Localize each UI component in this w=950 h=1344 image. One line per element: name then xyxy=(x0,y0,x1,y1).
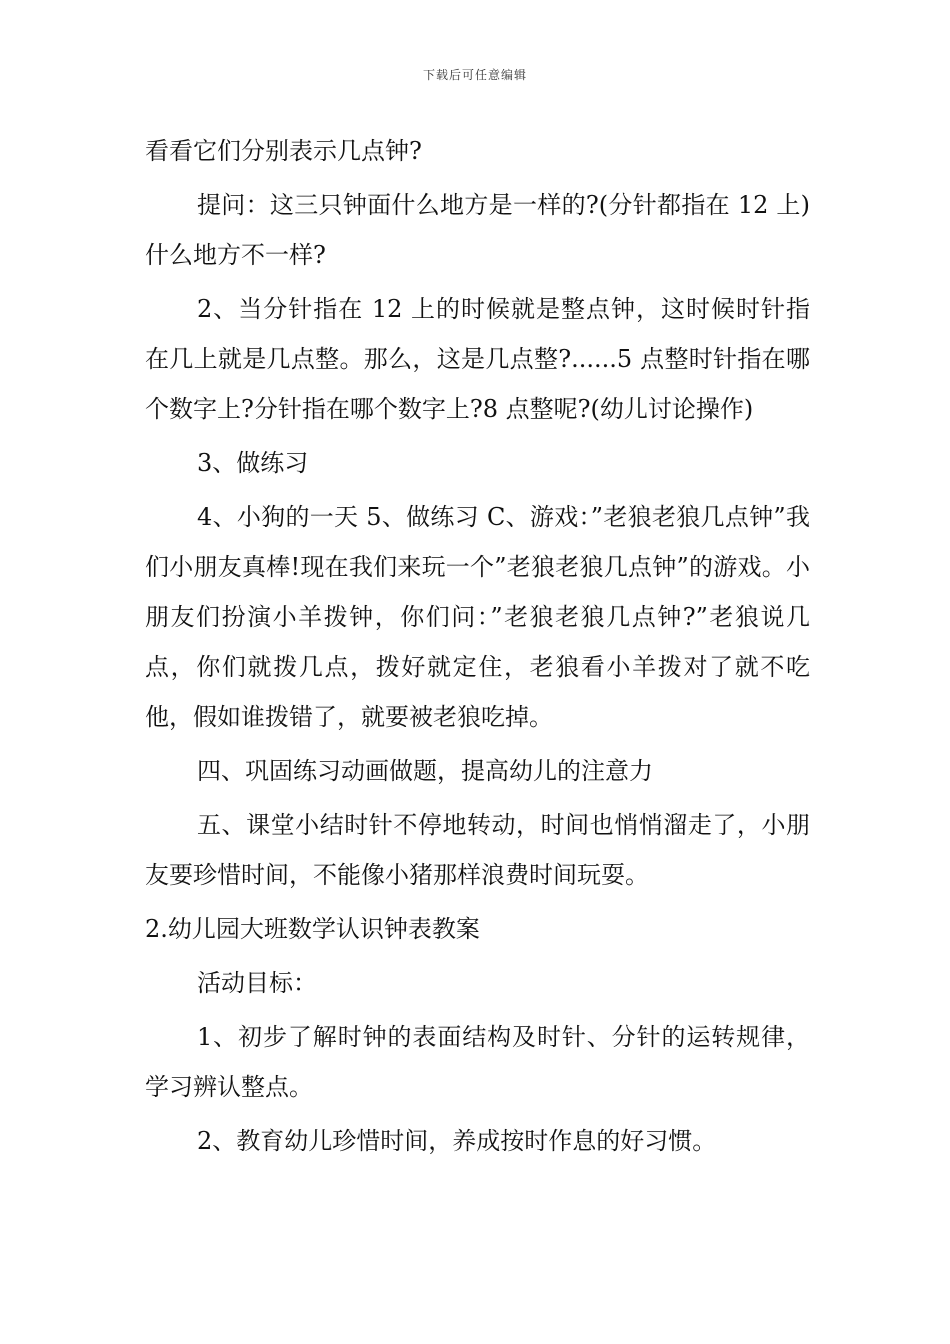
page-header: 下载后可任意编辑 xyxy=(422,68,527,82)
paragraph-step-4-game: 4、小狗的一天 5、做练习 C、游戏：”老狼老狼几点钟”我们小朋友真棒!现在我们来玩一个”老狼老狼几点钟”的游戏。小朋友们扮演小羊拨钟，你们问：”老狼老狼几点钟?”老狼说几点，你们就拨几点，拨好就定住，老狼看小羊拨对了就不吃他，假如谁拨错了，就要被老狼吃掉。 xyxy=(145,503,810,731)
paragraph-section-5: 五、课堂小结时针不停地转动，时间也悄悄溜走了，小朋友要珍惜时间，不能像小猪那样浪费时间玩耍。 xyxy=(145,811,810,889)
section-title: 2.幼儿园大班数学认识钟表教案 xyxy=(145,915,480,943)
paragraph-section-4: 四、巩固练习动画做题，提高幼儿的注意力 xyxy=(197,757,653,785)
paragraph-intro-question: 看看它们分别表示几点钟? xyxy=(145,137,422,165)
paragraph-activity-goals: 活动目标： xyxy=(197,969,317,997)
paragraph-goal-1: 1、初步了解时钟的表面结构及时针、分针的运转规律，学习辨认整点。 xyxy=(145,1023,810,1101)
paragraph-step-3: 3、做练习 xyxy=(197,449,309,477)
document-body xyxy=(145,126,810,1166)
paragraph-question-same: 提问：这三只钟面什么地方是一样的?(分针都指在 12 上)什么地方不一样? xyxy=(145,191,810,269)
paragraph-goal-2: 2、教育幼儿珍惜时间，养成按时作息的好习惯。 xyxy=(197,1127,717,1155)
paragraph-step-2: 2、当分针指在 12 上的时候就是整点钟，这时候时针指在几上就是几点整。那么，这是几点整?......5 点整时针指在哪个数字上?分针指在哪个数字上?8 点整呢?(幼儿讨论操作) xyxy=(145,295,810,423)
